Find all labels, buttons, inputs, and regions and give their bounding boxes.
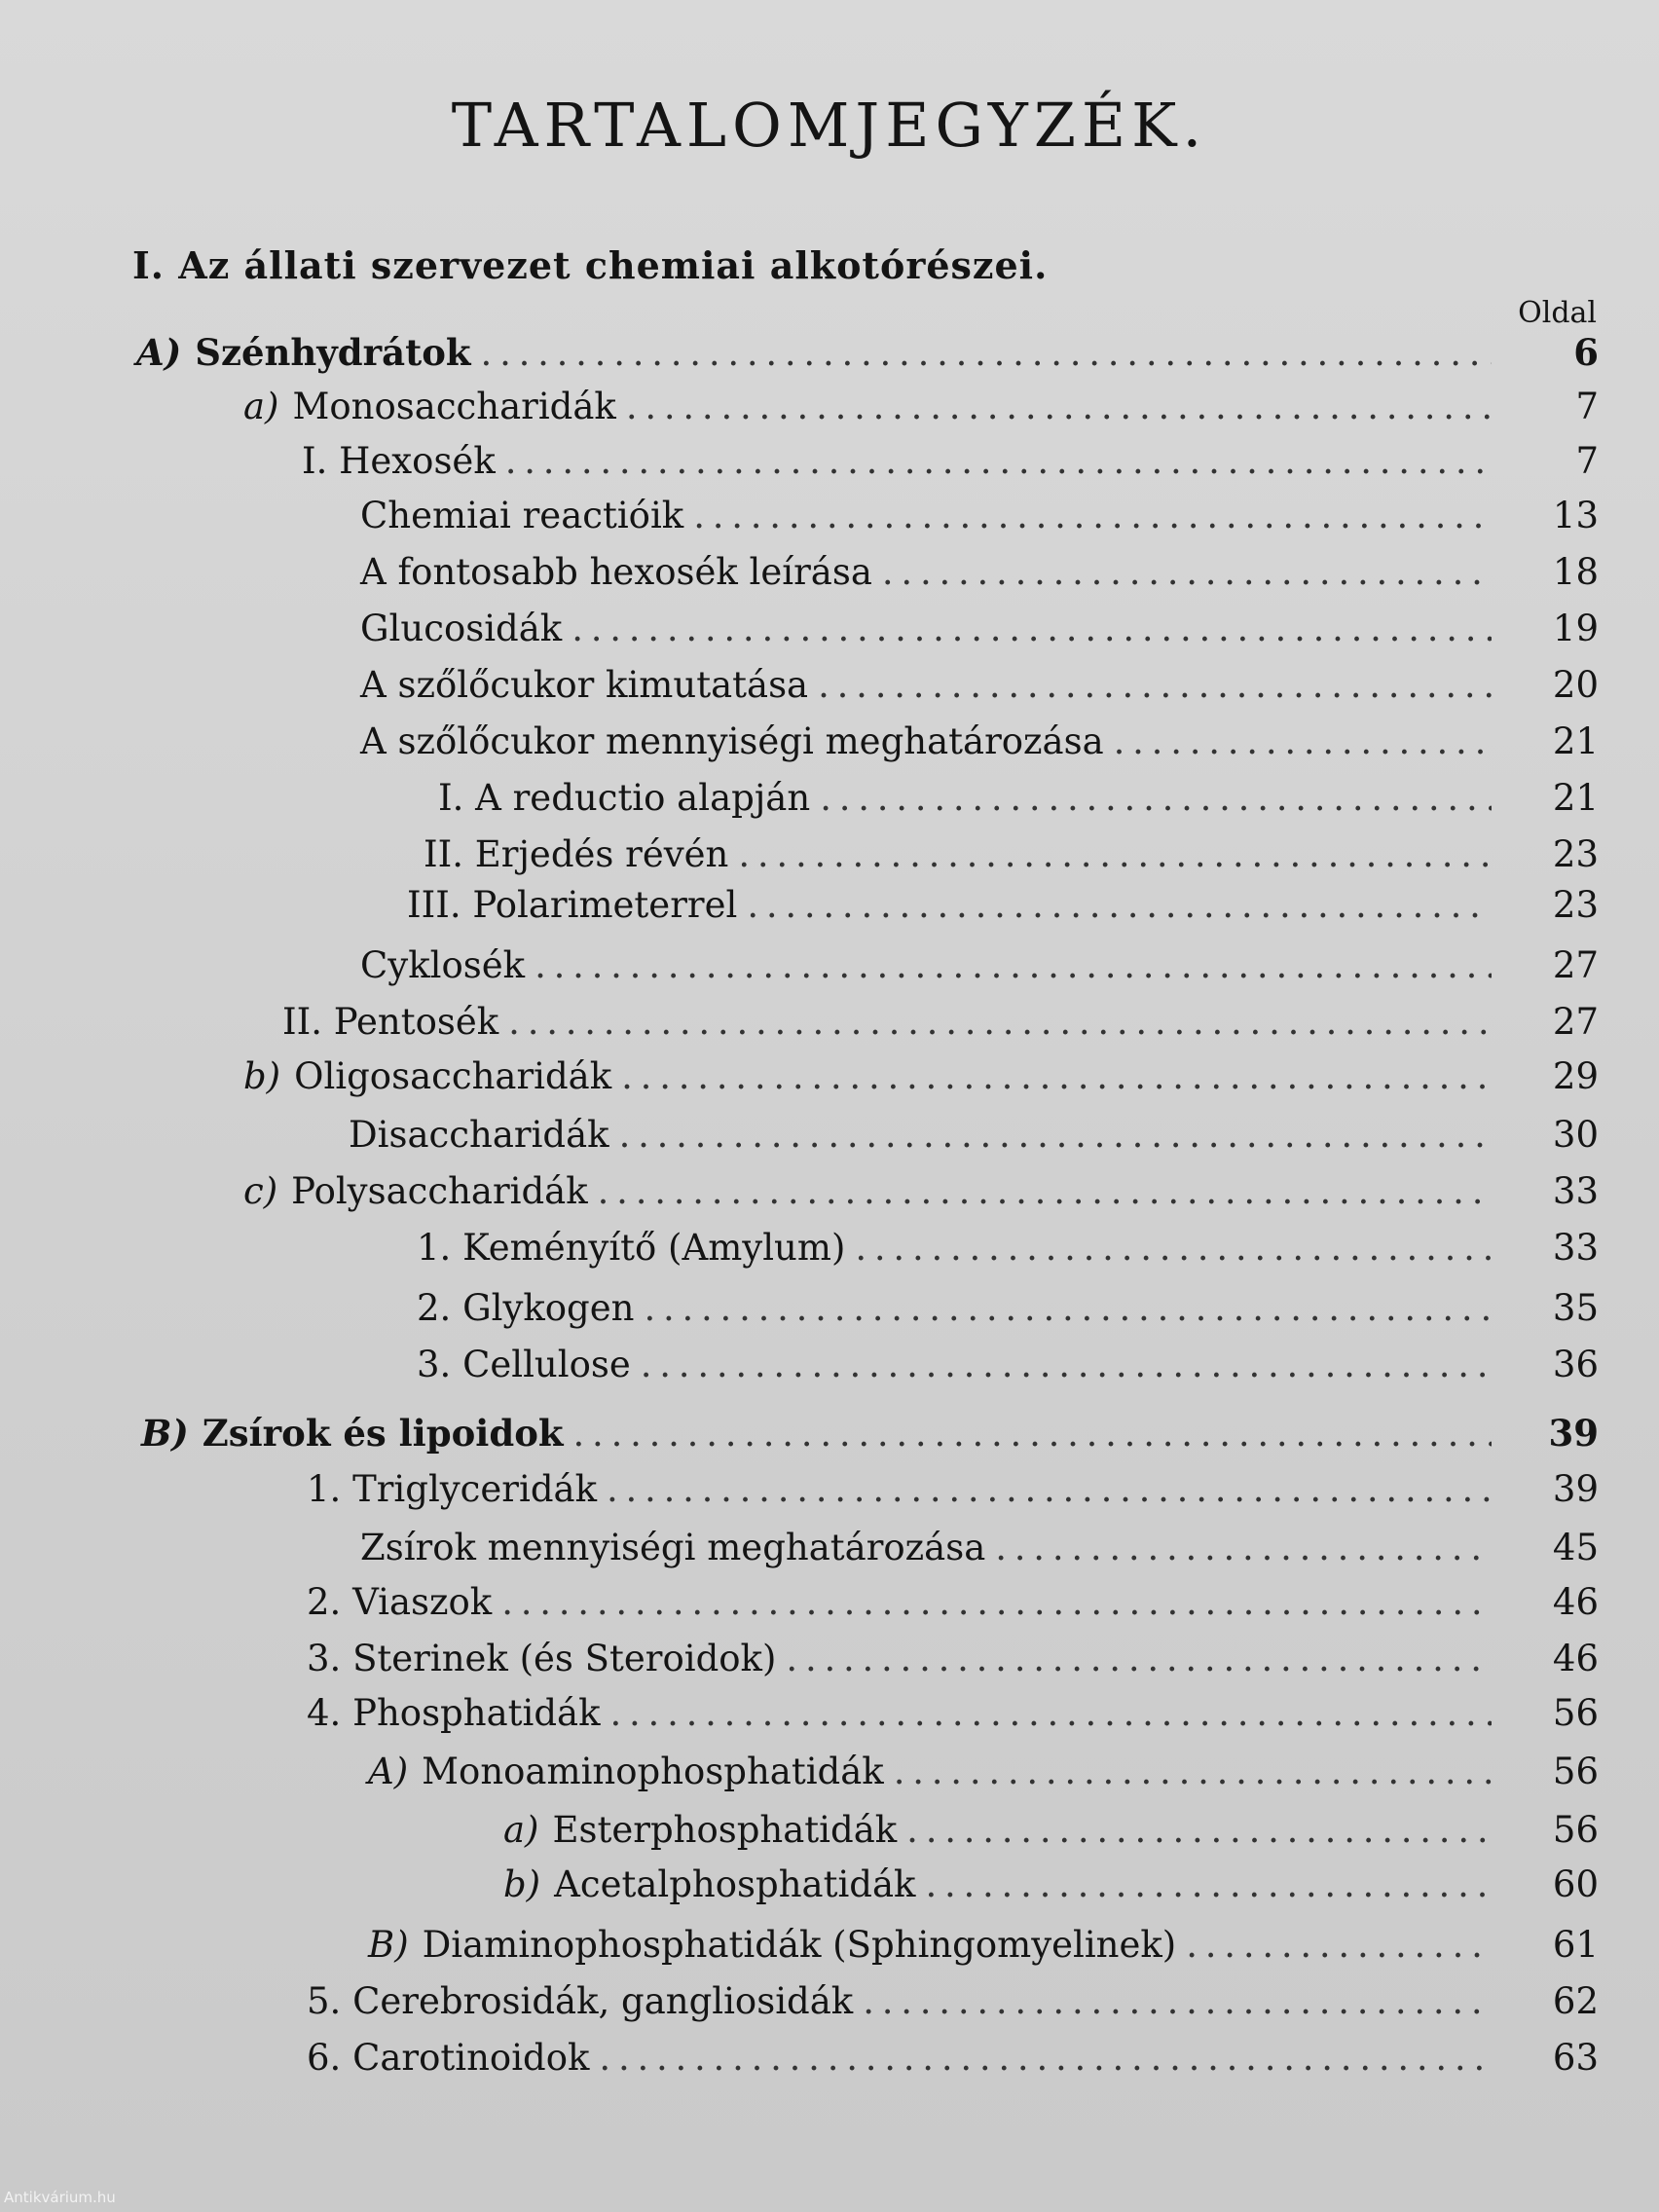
toc-entry-page: 39 xyxy=(1548,1412,1599,1455)
toc-entry-page: 45 xyxy=(1552,1527,1599,1568)
toc-entry-label: Zsírok és lipoidok xyxy=(202,1412,564,1455)
dot-leader xyxy=(894,1751,1492,1792)
toc-entry xyxy=(0,1001,1659,1050)
toc-entry xyxy=(0,551,1659,600)
toc-entry-page: 60 xyxy=(1552,1863,1599,1905)
toc-entry xyxy=(0,1344,1659,1392)
toc-entry xyxy=(0,1287,1659,1336)
dot-leader xyxy=(995,1527,1492,1568)
toc-entry-mark: c) xyxy=(243,1170,278,1212)
dot-leader xyxy=(619,1114,1492,1156)
toc-entry-page: 46 xyxy=(1552,1581,1599,1623)
toc-entry-page: 21 xyxy=(1552,720,1599,762)
toc-entry-page: 19 xyxy=(1552,608,1599,649)
toc-entry-mark: a) xyxy=(243,386,279,427)
dot-leader xyxy=(505,440,1492,482)
toc-entry-label: II. Pentosék xyxy=(282,1001,499,1043)
page-title: TARTALOMJEGYZÉK. xyxy=(451,90,1208,161)
toc-entry-page: 7 xyxy=(1575,386,1599,427)
toc-entry-mark: b) xyxy=(503,1863,541,1905)
toc-entry-label: 1. Triglyceridák xyxy=(307,1468,597,1510)
toc-entry-mark: B) xyxy=(141,1412,189,1455)
toc-entry-page: 63 xyxy=(1552,2037,1599,2079)
dot-leader xyxy=(863,1980,1492,2022)
toc-entry-label: Szénhydrátok xyxy=(195,331,471,374)
toc-entry-label: I. A reductio alapján xyxy=(438,777,811,819)
toc-entry-page: 30 xyxy=(1552,1114,1599,1156)
toc-entry-page: 62 xyxy=(1552,1980,1599,2022)
toc-entry-page: 56 xyxy=(1552,1809,1599,1851)
toc-entry-page: 33 xyxy=(1552,1227,1599,1269)
toc-entry-label: Monoaminophosphatidák xyxy=(422,1751,884,1792)
dot-leader xyxy=(535,944,1492,986)
toc-entry xyxy=(0,720,1659,769)
toc-entry xyxy=(0,1527,1659,1575)
toc-entry-label: III. Polarimeterrel xyxy=(407,884,738,926)
toc-entry-label: 2. Glykogen xyxy=(417,1287,635,1329)
dot-leader xyxy=(747,884,1492,926)
toc-entry-page: 35 xyxy=(1552,1287,1599,1329)
toc-entry-page: 29 xyxy=(1552,1055,1599,1097)
dot-leader xyxy=(644,1287,1492,1329)
toc-entry xyxy=(0,2037,1659,2085)
toc-entry xyxy=(0,608,1659,656)
dot-leader xyxy=(1186,1924,1492,1966)
toc-entry-label: Glucosidák xyxy=(360,608,563,649)
toc-entry xyxy=(0,1468,1659,1517)
toc-entry-page: 27 xyxy=(1552,944,1599,986)
toc-entry-label: I. Hexosék xyxy=(302,440,496,482)
toc-entry-label: Oligosaccharidák xyxy=(294,1055,612,1097)
dot-leader xyxy=(598,1170,1492,1212)
dot-leader xyxy=(925,1863,1492,1905)
dot-leader xyxy=(621,1055,1492,1097)
dot-leader xyxy=(610,1692,1493,1734)
toc-entry-label: 6. Carotinoidok xyxy=(307,2037,590,2079)
toc-entry-label: A szőlőcukor mennyiségi meghatározása xyxy=(360,720,1104,762)
dot-leader xyxy=(786,1638,1492,1679)
section-heading: I. Az állati szervezet chemiai alkotórészei. xyxy=(132,243,1049,287)
toc-entry-label: Acetalphosphatidák xyxy=(554,1863,916,1905)
dot-leader xyxy=(818,664,1492,706)
toc-entry xyxy=(0,440,1659,489)
toc-entry-page: 56 xyxy=(1552,1692,1599,1734)
dot-leader xyxy=(855,1227,1492,1269)
toc-entry-page: 18 xyxy=(1552,551,1599,593)
toc-entry-label: Cyklosék xyxy=(360,944,526,986)
toc-entry xyxy=(0,331,1659,380)
dot-leader xyxy=(626,386,1492,427)
toc-entry-page: 7 xyxy=(1575,440,1599,482)
toc-entry xyxy=(0,1170,1659,1219)
watermark: Antikvárium.hu xyxy=(4,2189,116,2206)
toc-entry xyxy=(0,1227,1659,1275)
dot-leader xyxy=(820,777,1492,819)
toc-entry-label: Esterphosphatidák xyxy=(552,1809,898,1851)
toc-entry-label: 2. Viaszok xyxy=(307,1581,493,1623)
toc-entry-page: 33 xyxy=(1552,1170,1599,1212)
dot-leader xyxy=(573,1412,1492,1455)
toc-entry-page: 56 xyxy=(1552,1751,1599,1792)
toc-entry xyxy=(0,833,1659,882)
page-column-label: Oldal xyxy=(1518,296,1597,330)
dot-leader xyxy=(599,2037,1492,2079)
toc-entry-label: Monosaccharidák xyxy=(292,386,616,427)
toc-entry-label: Diaminophosphatidák (Sphingomyelinek) xyxy=(422,1924,1177,1966)
toc-entry-label: Chemiai reactióik xyxy=(360,495,684,536)
toc-entry xyxy=(0,1924,1659,1972)
toc-entry-label: 5. Cerebrosidák, gangliosidák xyxy=(307,1980,854,2022)
dot-leader xyxy=(571,608,1492,649)
toc-entry xyxy=(0,1055,1659,1104)
dot-leader xyxy=(906,1809,1492,1851)
dot-leader xyxy=(641,1344,1492,1385)
toc-entry-page: 20 xyxy=(1552,664,1599,706)
toc-entry xyxy=(0,386,1659,434)
toc-entry-page: 36 xyxy=(1552,1344,1599,1385)
toc-entry-page: 46 xyxy=(1552,1638,1599,1679)
toc-entry xyxy=(0,1692,1659,1741)
toc-entry-page: 23 xyxy=(1552,884,1599,926)
toc-entry-page: 23 xyxy=(1552,833,1599,875)
toc-entry-label: 3. Sterinek (és Steroidok) xyxy=(307,1638,777,1679)
toc-entry-label: A szőlőcukor kimutatása xyxy=(360,664,809,706)
toc-entry-label: 3. Cellulose xyxy=(417,1344,631,1385)
dot-leader xyxy=(481,331,1492,374)
toc-entry xyxy=(0,1980,1659,2029)
toc-entry-label: 1. Keményítő (Amylum) xyxy=(417,1227,846,1269)
toc-entry-label: Disaccharidák xyxy=(349,1114,609,1156)
toc-entry xyxy=(0,1581,1659,1630)
toc-entry xyxy=(0,1638,1659,1686)
toc-entry-mark: B) xyxy=(368,1924,409,1966)
dot-leader xyxy=(882,551,1492,593)
toc-entry xyxy=(0,777,1659,826)
toc-entry xyxy=(0,944,1659,993)
toc-entry-page: 21 xyxy=(1552,777,1599,819)
toc-entry-label: A fontosabb hexosék leírása xyxy=(360,551,872,593)
toc-entry-label: 4. Phosphatidák xyxy=(307,1692,601,1734)
toc-entry-label: Zsírok mennyiségi meghatározása xyxy=(360,1527,986,1568)
dot-leader xyxy=(501,1581,1492,1623)
dot-leader xyxy=(1114,720,1492,762)
toc-entry xyxy=(0,664,1659,713)
toc-entry xyxy=(0,884,1659,933)
toc-entry xyxy=(0,1412,1659,1460)
toc-entry-page: 6 xyxy=(1573,331,1599,374)
toc-entry xyxy=(0,1809,1659,1858)
toc-entry xyxy=(0,1863,1659,1912)
toc-entry-mark: a) xyxy=(503,1809,539,1851)
dot-leader xyxy=(693,495,1492,536)
toc-entry-mark: A) xyxy=(368,1751,409,1792)
dot-leader xyxy=(508,1001,1492,1043)
toc-entry-page: 39 xyxy=(1552,1468,1599,1510)
toc-entry-page: 61 xyxy=(1552,1924,1599,1966)
toc-entry xyxy=(0,1751,1659,1799)
dot-leader xyxy=(738,833,1492,875)
dot-leader xyxy=(607,1468,1492,1510)
toc-entry-page: 13 xyxy=(1552,495,1599,536)
toc-entry-label: Polysaccharidák xyxy=(291,1170,588,1212)
toc-entry-page: 27 xyxy=(1552,1001,1599,1043)
toc-entry xyxy=(0,1114,1659,1162)
toc-entry-mark: A) xyxy=(136,331,182,374)
toc-entry-mark: b) xyxy=(243,1055,281,1097)
toc-entry xyxy=(0,495,1659,543)
toc-entry-label: II. Erjedés révén xyxy=(424,833,729,875)
